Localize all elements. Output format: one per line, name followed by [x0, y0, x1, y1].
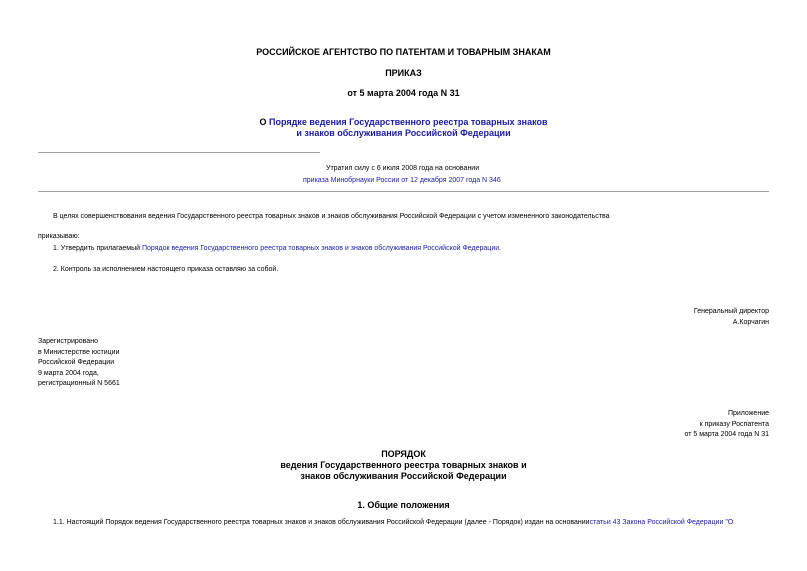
order-subject-prefix: О: [259, 117, 267, 127]
order-subject: [0, 117, 807, 139]
procedure-subtitle: [0, 460, 807, 482]
order-verb: приказываю:: [38, 233, 80, 240]
signature-block: [694, 307, 769, 328]
registration-block: [38, 337, 120, 390]
divider-short: [38, 152, 320, 153]
appendix-block: [684, 409, 769, 441]
agency-name: РОССИЙСКОЕ АГЕНТСТВО ПО ПАТЕНТАМ И ТОВАРНЫМ ЗНАКАМ: [256, 47, 551, 57]
appendix-line: Приложение: [727, 410, 769, 417]
signature-title: Генеральный директор: [693, 308, 769, 315]
expired-note-text: Утратил силу с 6 июля 2008 года на основании: [326, 165, 480, 172]
order-subject-link-line2[interactable]: и знаков обслуживания Российской Федерации: [296, 128, 511, 138]
registration-line: Российской Федерации: [38, 359, 115, 366]
intro-paragraph: В целях совершенствования ведения Государственного реестра товарных знаков и знаков обслуживания Российской Федерации с учетом измененного законодательства: [53, 213, 610, 220]
appendix-line: к приказу Роспатента: [699, 420, 769, 428]
item-1-suffix: .: [499, 245, 502, 252]
paragraph-1-1-text: 1.1. Настоящий Порядок ведения Государственного реестра товарных знаков и знаков обслуживания Российской Федерации (далее - Порядок) издан на основании: [53, 519, 590, 526]
item-1: [53, 245, 501, 252]
item-2: 2. Контроль за исполнением настоящего приказа оставляю за собой.: [53, 266, 279, 273]
section-1-heading: 1. Общие положения: [357, 500, 450, 510]
paragraph-1-1: [53, 519, 733, 526]
item-1-link[interactable]: Порядок ведения Государственного реестра товарных знаков и знаков обслуживания Российской Федерации: [141, 245, 500, 252]
registration-line: в Министерстве юстиции: [38, 348, 120, 356]
order-subject-link-line1[interactable]: Порядке ведения Государственного реестра товарных знаков: [269, 117, 548, 127]
procedure-title: ПОРЯДОК: [381, 449, 426, 459]
expired-note-link[interactable]: приказа Минобрнауки России от 12 декабря 2007 года N 346: [303, 177, 501, 184]
appendix-line: от 5 марта 2004 года N 31: [684, 431, 769, 438]
item-1-prefix: 1. Утвердить прилагаемый: [53, 245, 141, 252]
procedure-subtitle-line1: ведения Государственного реестра товарных знаков и: [280, 460, 527, 470]
paragraph-1-1-link[interactable]: статьи 43 Закона Российской Федерации "О: [589, 519, 734, 526]
divider-long: [38, 191, 769, 192]
procedure-subtitle-line2: знаков обслуживания Российской Федерации: [300, 471, 507, 481]
registration-line: регистрационный N 5661: [38, 380, 120, 387]
order-date: от 5 марта 2004 года N 31: [347, 88, 460, 98]
order-title: ПРИКАЗ: [385, 68, 422, 78]
signature-name: А.Корчагин: [732, 318, 769, 326]
registration-line: 9 марта 2004 года,: [38, 369, 99, 377]
registration-line: Зарегистрировано: [38, 338, 98, 345]
